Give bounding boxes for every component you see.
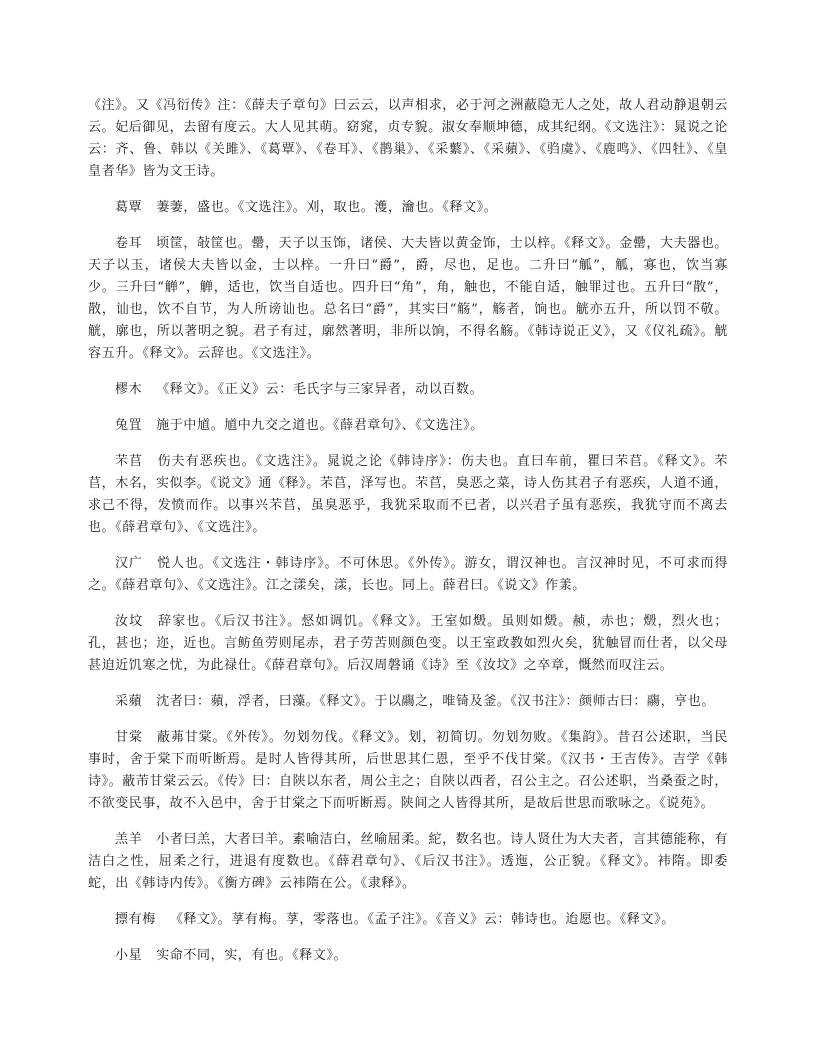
entry-text: 辞家也。《后汉书注》。惄如调饥。《释文》。王室如燬。虽则如燬。赪，赤也；燬，烈火也；孔，甚也；迩，近也。言鲂鱼劳则尾赤，君子劳苦则颜色变。以王室政教如烈火矣，犹触冒而仕者，以父母甚迫近饥寒之忧，为此禄仕。《薛君章句》。后汉周磐诵《诗》至《汝坟》之卒章，慨然而叹注云。 [88, 614, 729, 673]
entry-head: 汝坟 [115, 614, 144, 629]
entry-gaoyang [88, 829, 728, 895]
entry-text: 实命不同，实，有也。《释文》。 [156, 948, 348, 963]
entry-caipin [88, 691, 728, 713]
entry-text: 顷筐，敧筐也。罍，天子以玉饰，诸侯、大夫皆以黄金饰，士以梓。《释文》。金罍，大夫器也。天子以玉，诸侯大夫皆以金，士以梓。一升曰“爵”，爵，尽也，足也。二升曰“觚”，觚，寡也，饮当寡少。三升曰“觯”，觯，适也，饮当自适也。四升曰“角”，角，触也，不能自适，触罪过也。五升曰“散”，散，讪也，饮不自节，为人所谤讪也。总名曰“爵”，其实曰“觞”，觞者，饷也。觥亦五升，所以罚不敬。觥，廓也，所以著明之貌。君子有过，廓然著明，非所以饷，不得名觞。《韩诗说正义》，又《仪礼疏》。觥容五升。《释文》。云辞也。《文选注》。 [88, 236, 729, 361]
entry-text: 蔽茀甘棠。《外传》。勿划勿伐。《释文》。划，初简切。勿划勿败。《集韵》。昔召公述职，当民事时，舍于棠下而听断焉。是时人皆得其所，后世思其仁恩，至乎不伐甘棠。《汉书・王吉传》。吉学《韩诗》。蔽芾甘棠云云。《传》曰：自陕以东者，周公主之；自陕以西者，召公主之。召公述职，当桑蚕之时，不欲变民事，故不入邑中，舍于甘棠之下而听断焉。陕间之人皆得其所，是故后世思而歌咏之。《说苑》。 [88, 730, 729, 811]
document-page [88, 95, 728, 981]
entry-head: 羔羊 [115, 832, 143, 847]
entry-hanguang [88, 553, 728, 597]
entry-head: 甘棠 [115, 730, 143, 745]
entry-text: 萋萋，盛也。《文选注》。刈，取也。濩，瀹也。《释文》。 [156, 200, 498, 215]
entry-head: 卷耳 [115, 236, 143, 251]
entry-text: 《释文》。莩有梅。莩，零落也。《孟子注》。《音义》云：韩诗也。迨愿也。《释文》。 [169, 912, 675, 927]
entry-text: 小者曰羔，大者曰羊。素喻洁白，丝喻屈柔。紽，数名也。诗人贤仕为大夫者，言其德能称，有洁白之性，屈柔之行，进退有度数也。《薛君章句》、《后汉书注》。透迤，公正貌。《释文》。袆隋。即委蛇，出《韩诗内传》。《衡方碑》云袆隋在公。《隶释》。 [88, 832, 729, 891]
entry-head: 摽有梅 [115, 912, 156, 927]
entry-xiaoxing [88, 945, 728, 967]
entry-gantang [88, 727, 728, 815]
entry-tuju [88, 415, 728, 437]
entry-jiumu [88, 379, 728, 401]
entry-head: 芣苢 [115, 454, 144, 469]
entry-head: 小星 [115, 948, 143, 963]
entry-text: 伤夫有恶疾也。《文选注》。晁说之论《韩诗序》：伤夫也。直曰车前，瞿曰芣苢。《释文》。芣苢，木名，实似李。《说文》通《释》。芣苢，泽写也。芣苢，臭恶之菜，诗人伤其君子有恶疾，人道不通，求己不得，发愤而作。以事兴芣苢，虽臭恶乎，我犹采取而不已者，以兴君子虽有恶疾，我犹守而不离去也。《薛君章句》、《文选注》。 [88, 454, 728, 535]
entry-juaner [88, 233, 728, 365]
entry-text: 《释文》。《正义》云：毛氏字与三家异者，动以百数。 [156, 382, 484, 397]
entry-fuyi [88, 451, 728, 539]
entry-head: 兔罝 [115, 418, 143, 433]
entry-rufen [88, 611, 728, 677]
entry-biaoyoumei [88, 909, 728, 931]
entry-getan [88, 197, 728, 219]
entry-text: 悦人也。《文选注・韩诗序》。不可休思。《外传》。游女，谓汉神也。言汉神时见，不可求而得之。《薛君章句》、《文选注》。江之漾矣，漾，长也。同上。薛君曰。《说文》作羕。 [88, 556, 728, 593]
entry-text: 施于中馗。馗中九交之道也。《薛君章句》、《文选注》。 [156, 418, 484, 433]
entry-text: 沈者曰：蘋，浮者，曰藻。《释文》。于以鬺之，唯锜及釜。《汉书注》：颜师古曰：鬺，亨也。 [156, 694, 716, 709]
entry-head: 葛覃 [115, 200, 143, 215]
entry-head: 采蘋 [115, 694, 143, 709]
intro-paragraph: 《注》。又《冯衍传》注：《薛夫子章句》曰云云，以声相求，必于河之洲蔽隐无人之处，故人君动静退朝云云。妃后御见，去留有度云。大人见其萌。窈窕，贞专貌。淑女奉顺坤德，成其纪纲。《文选注》：晁说之论云：齐、鲁、韩以《关雎》、《葛覃》、《卷耳》、《鹊巢》、《采蘩》、《采蘋》、《驺虞》、《鹿鸣》、《四牡》、《皇皇者华》皆为文王诗。 [88, 98, 728, 179]
entry-head: 汉广 [115, 556, 143, 571]
entry-head: 樛木 [115, 382, 143, 397]
